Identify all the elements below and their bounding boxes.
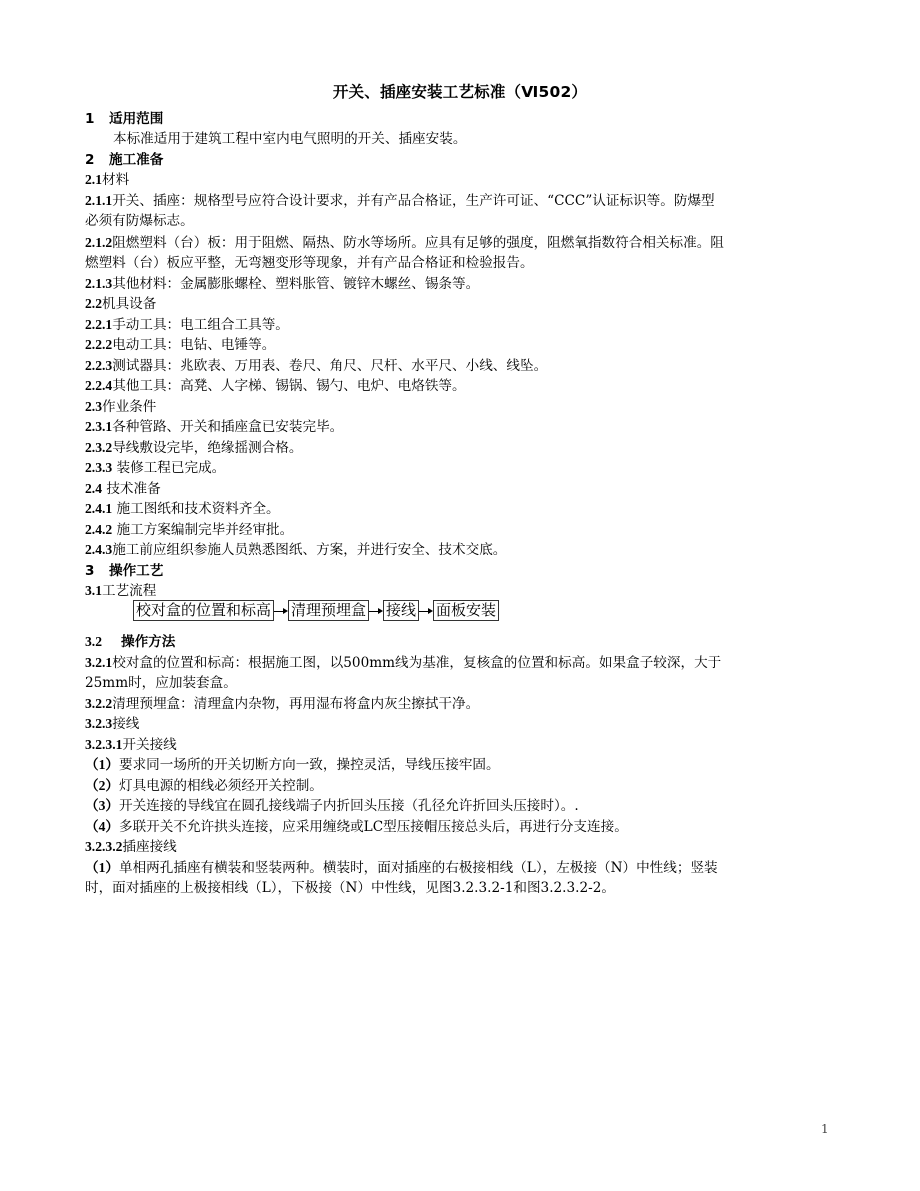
item-2-4-3: 2.4.3施工前应组织参施人员熟悉图纸、方案，并进行安全、技术交底。 [85,542,507,558]
item-2-1-3: 2.1.3其他材料：金属膨胀螺栓、塑料胀管、镀锌木螺丝、锡条等。 [85,276,480,292]
arrow-right-icon [369,601,383,620]
subsection-2-4: 2.4 技术准备 [85,481,161,497]
subsection-3-1: 3.1工艺流程 [85,583,157,599]
socket-wiring-item-1: （1）单相两孔插座有横装和竖装两种。横装时，面对插座的右极接相线（L），左极接（N）中性线；竖装 [85,860,718,876]
switch-wiring-item-3: （3）开关连接的导线宜在圆孔接线端子内折回头压接（孔径允许折回头压接时）。. [85,798,579,814]
item-2-1-1: 2.1.1开关、插座：规格型号应符合设计要求，并有产品合格证，生产许可证、“CCC”认证标识等。防爆型 [85,193,715,209]
item-2-2-1: 2.2.1手动工具：电工组合工具等。 [85,317,289,333]
section-heading-1: 1 适用范围 [85,111,164,127]
item-2-1-2: 2.1.2阻燃塑料（台）板：用于阻燃、隔热、防水等场所。应具有足够的强度，阻燃氧指数符合相关标准。阻 [85,235,724,251]
document-title: 开关、插座安装工艺标准（Ⅵ502） [332,83,588,101]
section-heading-3: 3 操作工艺 [85,563,164,579]
item-3-2-2: 3.2.2清理预埋盒：清理盒内杂物，再用湿布将盒内灰尘擦拭干净。 [85,696,480,712]
item-3-2-1: 3.2.1校对盒的位置和标高：根据施工图，以500mm线为基准，复核盒的位置和标高。如果盒子较深，大于 [85,655,722,671]
switch-wiring-item-2: （2）灯具电源的相线必须经开关控制。 [85,778,323,794]
item-3-2-3-2: 3.2.3.2插座接线 [85,839,177,855]
item-3-2-1-cont: 25mm时，应加装套盒。 [85,675,237,691]
item-3-2-3-1: 3.2.3.1开关接线 [85,737,177,753]
subsection-heading-3-2: 3.2 操作方法 [85,634,176,650]
arrow-right-icon [274,601,288,620]
item-2-2-4: 2.2.4其他工具：高凳、人字梯、锡锅、锡勺、电炉、电烙铁等。 [85,378,466,394]
arrow-right-icon [419,601,433,620]
flow-step-2: 清理预埋盒 [288,600,369,621]
flow-step-1: 校对盒的位置和标高 [133,600,274,621]
item-2-4-2: 2.4.2 施工方案编制完毕并经审批。 [85,522,294,538]
page-number: 1 [821,1122,829,1136]
switch-wiring-item-1: （1）要求同一场所的开关切断方向一致，操控灵活，导线压接牢固。 [85,757,500,773]
switch-wiring-item-4: （4）多联开关不允许拱头连接，应采用缠绕或LC型压接帽压接总头后，再进行分支连接。 [85,819,628,835]
item-2-3-3: 2.3.3 装修工程已完成。 [85,460,226,476]
process-flow-diagram [133,600,499,621]
subsection-2-1: 2.1材料 [85,172,130,188]
subsection-2-3: 2.3作业条件 [85,399,157,415]
item-2-3-2: 2.3.2导线敷设完毕，绝缘摇测合格。 [85,440,303,456]
socket-wiring-item-1-cont: 时，面对插座的上极接相线（L），下极接（N）中性线，见图3.2.3.2-1和图3.2.3.2-2。 [85,880,615,896]
flow-step-4: 面板安装 [433,600,499,621]
subsection-2-2: 2.2机具设备 [85,296,157,312]
item-3-2-3: 3.2.3接线 [85,716,140,732]
flow-step-3: 接线 [383,600,419,621]
item-2-2-3: 2.2.3测试器具：兆欧表、万用表、卷尺、角尺、尺杆、水平尺、小线、线坠。 [85,358,548,374]
paragraph-scope: 本标准适用于建筑工程中室内电气照明的开关、插座安装。 [113,131,467,147]
section-heading-2: 2 施工准备 [85,152,164,168]
item-2-1-1-cont: 必须有防爆标志。 [85,213,194,229]
item-2-1-2-cont: 燃塑料（台）板应平整，无弯翘变形等现象，并有产品合格证和检验报告。 [85,255,534,271]
item-2-2-2: 2.2.2电动工具：电钻、电锤等。 [85,337,276,353]
item-2-3-1: 2.3.1各种管路、开关和插座盒已安装完毕。 [85,419,344,435]
item-2-4-1: 2.4.1 施工图纸和技术资料齐全。 [85,501,280,517]
